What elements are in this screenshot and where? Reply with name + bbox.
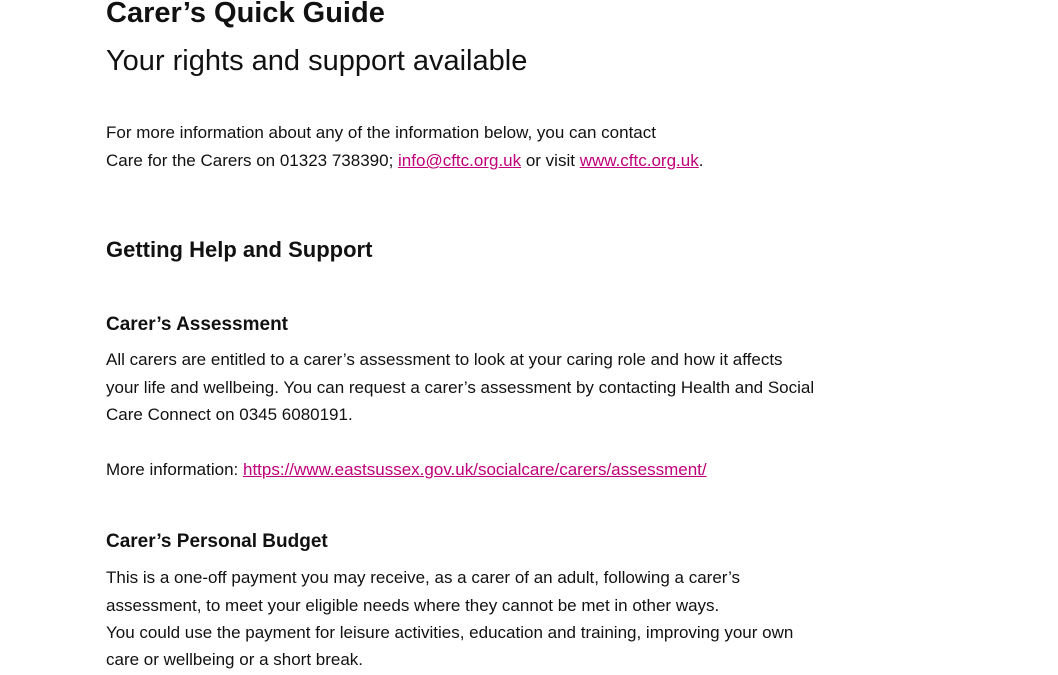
assessment-line-2: your life and wellbeing. You can request a carer’s assessment by contacting Health and Social xyxy=(106,378,815,397)
intro-text-mid: or visit xyxy=(521,151,580,170)
website-link[interactable]: www.cftc.org.uk xyxy=(579,151,699,170)
assessment-heading: Carer’s Assessment xyxy=(106,314,289,335)
assessment-line-1: All carers are entitled to a carer’s assessment to look at your caring role and how it affects xyxy=(106,350,783,369)
page-subtitle: Your rights and support available xyxy=(106,45,528,77)
section-heading: Getting Help and Support xyxy=(106,237,373,262)
more-info-label: More information: xyxy=(106,460,243,479)
intro-text-suffix: . xyxy=(698,151,704,170)
budget-heading: Carer’s Personal Budget xyxy=(106,531,328,552)
budget-line-4: care or wellbeing or a short break. xyxy=(106,650,364,669)
email-link[interactable]: info@cftc.org.uk xyxy=(398,151,522,170)
budget-line-1: This is a one-off payment you may receive, as a carer of an adult, following a carer’s xyxy=(106,568,741,587)
budget-line-3: You could use the payment for leisure activities, education and training, improving your own xyxy=(106,623,794,642)
budget-line-2: assessment, to meet your eligible needs where they cannot be met in other ways. xyxy=(106,596,720,615)
intro-text-prefix: Care for the Carers on 01323 738390; xyxy=(106,151,399,170)
assessment-line-3: Care Connect on 0345 6080191. xyxy=(106,405,353,424)
intro-line-2 xyxy=(106,147,703,175)
page-title: Carer’s Quick Guide xyxy=(106,0,385,29)
assessment-more-info xyxy=(106,456,707,484)
intro-line-1: For more information about any of the information below, you can contact xyxy=(106,123,656,142)
assessment-link[interactable]: https://www.eastsussex.gov.uk/socialcare/carers/assessment/ xyxy=(243,460,707,479)
